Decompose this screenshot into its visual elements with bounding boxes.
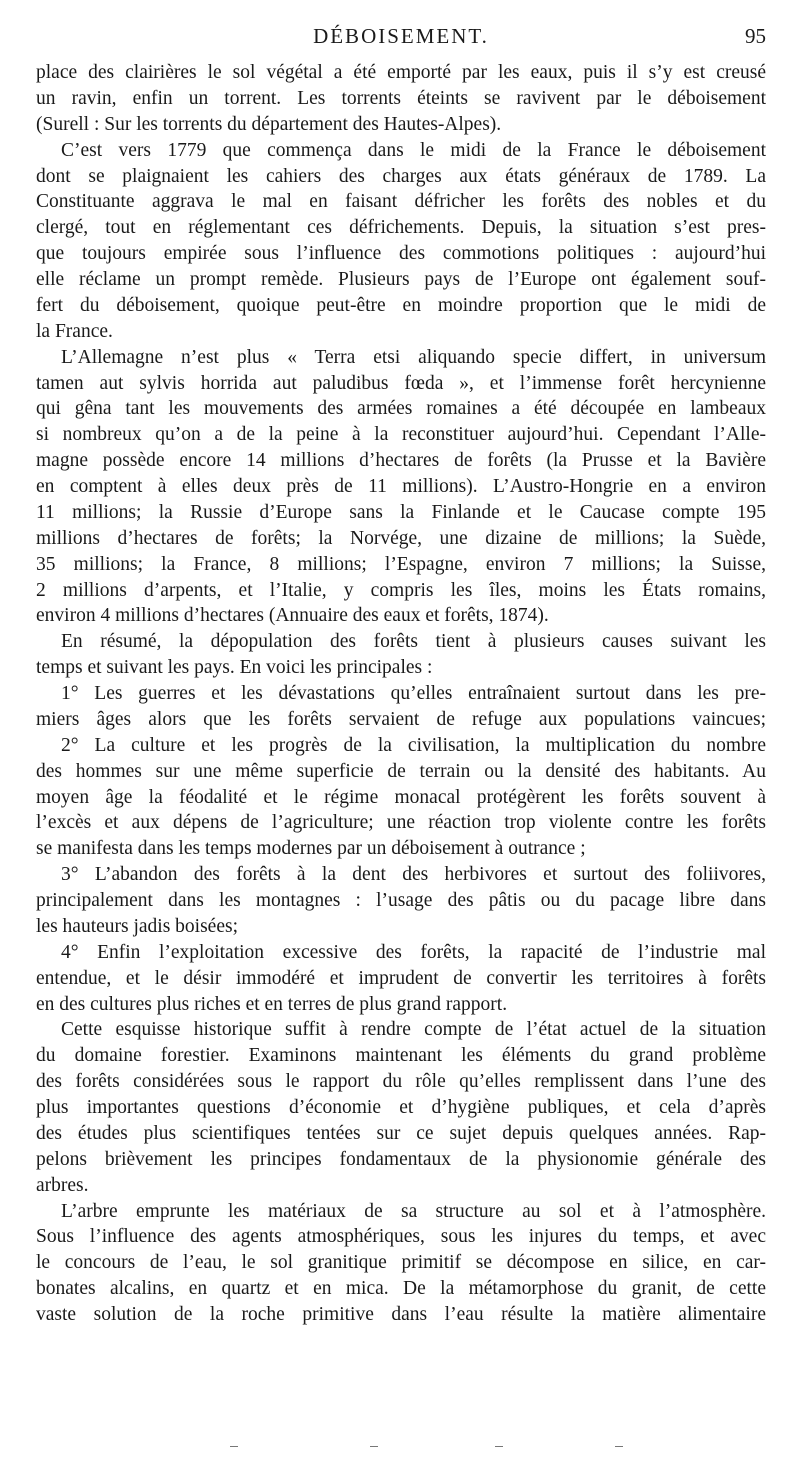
text-line: (Surell : Sur les torrents du département des Hautes-Alpes). (36, 113, 502, 135)
text-line: plus importantes questions d’économie et d’hygiène publiques, et cela d’après (36, 1097, 766, 1118)
text-line: qui gêna tant les mouvements des armées romaines a été découpée en lambeaux (36, 398, 766, 420)
text-line: le concours de l’eau, le sol granitique primitif se décompose en silice, en car- (36, 1252, 766, 1274)
text-line: environ 4 millions d’hectares (Annuaire des eaux et forêts, 1874). (36, 605, 549, 627)
footer-marks (230, 1446, 630, 1452)
text-line: des hommes sur une même superficie de terrain ou la densité des habitants. Au (36, 760, 766, 782)
text-line: Sous l’influence des agents atmosphériques, sous les injures du temps, et avec (36, 1226, 766, 1248)
text-line: 3° L’abandon des forêts à la dent des herbivores et surtout des foliivores, (61, 864, 766, 886)
text-line: si nombreux qu’on a de la peine à la reconstituer aujourd’hui. Cependant l’Alle- (36, 424, 766, 446)
text-line: millions d’hectares de forêts; la Norvége, une dizaine de millions; la Suède, (36, 527, 766, 549)
text-line: fert du déboisement, quoique peut-être en moindre proportion que le midi de (36, 294, 766, 316)
text-line: C’est vers 1779 que commença dans le midi de la France le déboisement (61, 139, 766, 161)
running-title: DÉBOISEMENT. (313, 24, 489, 48)
body-text (36, 60, 766, 1328)
text-line: L’arbre emprunte les matériaux de sa structure au sol et à l’atmosphère. (61, 1200, 766, 1222)
text-line: place des clairières le sol végétal a été emporté par les eaux, puis il s’y est creusé (36, 62, 766, 83)
text-line: En résumé, la dépopulation des forêts tient à plusieurs causes suivant les (61, 631, 766, 653)
text-line: Constituante aggrava le mal en faisant défricher les forêts des nobles et du (36, 191, 766, 213)
text-line: 35 millions; la France, 8 millions; l’Espagne, environ 7 millions; la Suisse, (36, 553, 766, 575)
text-line: des études plus scientifiques tentées sur ce sujet depuis quelques années. Rap- (36, 1122, 766, 1144)
text-line: dont se plaignaient les cahiers des charges aux états généraux de 1789. La (36, 165, 766, 187)
text-line: magne possède encore 14 millions d’hectares de forêts (la Prusse et la Bavière (36, 450, 766, 472)
text-line: tamen aut sylvis horrida aut paludibus fœda », et l’immense forêt hercynienne (36, 372, 766, 394)
text-line: se manifesta dans les temps modernes par un déboisement à outrance ; (36, 838, 586, 860)
text-line: en des cultures plus riches et en terres de plus grand rapport. (36, 993, 508, 1015)
text-line: 2° La culture et les progrès de la civilisation, la multiplication du nombre (61, 734, 766, 756)
text-line: miers âges alors que les forêts servaient de refuge aux populations vaincues; (36, 708, 766, 730)
text-line: principalement dans les montagnes : l’usage des pâtis ou du pacage libre dans (36, 890, 766, 911)
text-line: clergé, tout en réglementant ces défrichements. Depuis, la situation s’est pres- (36, 217, 766, 239)
page-number: 95 (745, 24, 766, 48)
running-header (36, 24, 766, 54)
text-line: bonates alcalins, en quartz et en mica. De la métamorphose du granit, de cette (36, 1278, 766, 1300)
text-line: la France. (36, 320, 113, 342)
text-line: moyen âge la féodalité et le régime monacal protégèrent les forêts souvent à (36, 786, 766, 808)
text-line: vaste solution de la roche primitive dans l’eau résulte la matière alimentaire (36, 1304, 766, 1325)
text-line: 11 millions; la Russie d’Europe sans la Finlande et le Caucase compte 195 (36, 501, 766, 523)
text-line: l’excès et aux dépens de l’agriculture; une réaction trop violente contre les forêts (36, 812, 766, 834)
text-line: temps et suivant les pays. En voici les principales : (36, 657, 433, 679)
text-line: des forêts considérées sous le rapport du rôle qu’elles remplissent dans l’une des (36, 1071, 766, 1093)
text-line: arbres. (36, 1174, 89, 1196)
text-line: les hauteurs jadis boisées; (36, 915, 238, 937)
text-line: elle réclame un prompt remède. Plusieurs pays de l’Europe ont également souf- (36, 269, 766, 290)
text-line: un ravin, enfin un torrent. Les torrents éteints se ravivent par le déboisement (36, 87, 766, 109)
text-line: Cette esquisse historique suffit à rendre compte de l’état actuel de la situation (61, 1019, 766, 1041)
text-line: 1° Les guerres et les dévastations qu’elles entraînaient surtout dans les pre- (61, 683, 766, 704)
text-line: entendue, et le désir immodéré et imprudent de convertir les territoires à forêts (36, 967, 766, 989)
text-line: L’Allemagne n’est plus « Terra etsi aliquando specie differt, in universum (61, 346, 766, 368)
text-line: pelons brièvement les principes fondamentaux de la physionomie générale des (36, 1148, 766, 1170)
text-line: 2 millions d’arpents, et l’Italie, y compris les îles, moins les États romains, (36, 579, 766, 601)
text-line: du domaine forestier. Examinons maintenant les éléments du grand problème (36, 1045, 766, 1067)
text-line: 4° Enfin l’exploitation excessive des forêts, la rapacité de l’industrie mal (61, 941, 766, 963)
text-line: que toujours empirée sous l’influence des commotions politiques : aujourd’hui (36, 243, 766, 265)
text-line: en comptent à elles deux près de 11 millions). L’Austro-Hongrie en a environ (36, 476, 766, 497)
